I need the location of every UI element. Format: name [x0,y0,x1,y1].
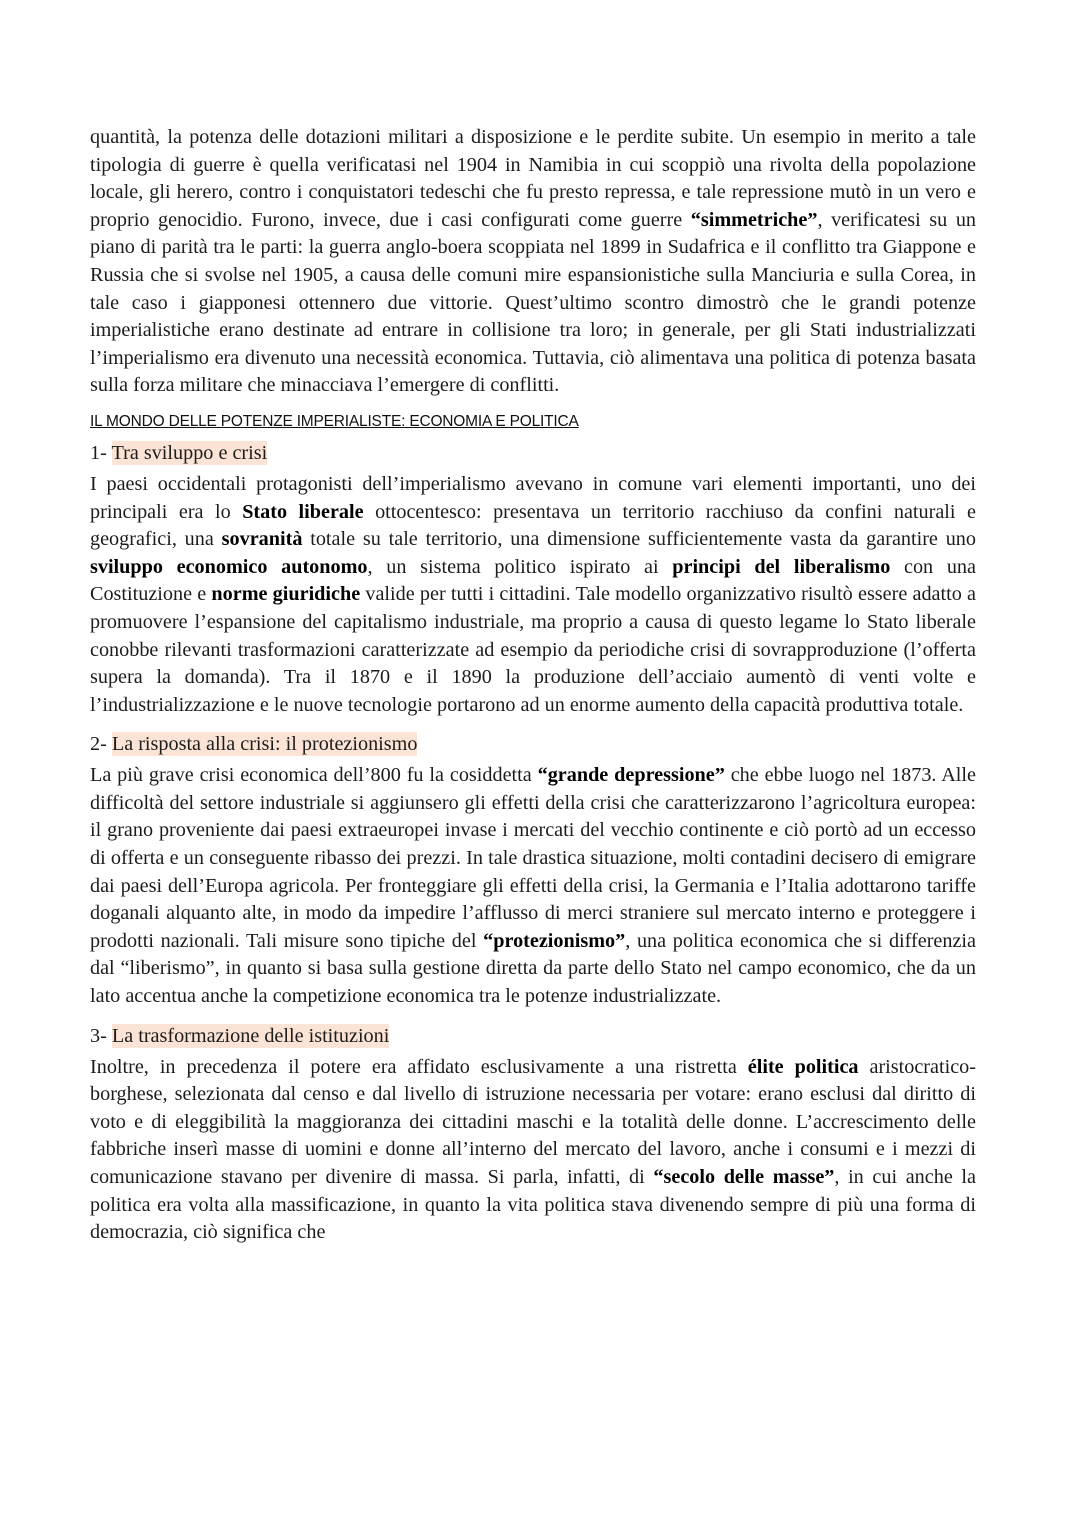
subheading-3 [90,1022,976,1050]
bold-term: norme giuridiche [211,583,361,606]
bold-term: “protezionismo” [483,929,626,952]
bold-term: élite politica [747,1055,859,1078]
subheading-title-highlighted: Tra sviluppo e crisi [111,441,268,464]
subheading-title-highlighted: La trasformazione delle istituzioni [111,1024,390,1047]
subheading-number: 1- [90,441,112,464]
subheading-number: 3- [90,1024,112,1047]
subheading-title-highlighted: La risposta alla crisi: il protezionismo [111,733,418,756]
bold-term: “secolo delle masse” [653,1166,835,1188]
subheading-number: 2- [90,733,112,756]
bold-term: Stato liberale [242,500,364,523]
paragraph-section-1: I paesi occidentali protagonisti dell’imperialismo avevano in comune vari elementi importanti, uno dei principali era lo Stato liberale ottocentesco: presentava un territorio racchiuso da confini naturali e geografici, una sovranità totale su tale territorio, una dimensione sufficientemente vasta da garantire uno sviluppo economico autonomo, un sistema politico ispirato ai principi del liberalismo con una Costituzione e norme giuridiche valide per tutti i cittadini. Tale modello organizzativo risultò essere adatto a promuovere l’espansione del capitalismo industriale, ma proprio a causa di questo legame lo Stato liberale conobbe rilevanti trasformazioni caratterizzate ad esempio da periodiche crisi di sovrapproduzione (l’offerta supera la domanda). Tra il 1870 e il 1890 la produzione dell’acciaio aumentò di venti volte e l’industrializzazione e le nuove tecnologie portarono ad un enorme aumento della capacità produttiva totale. [90,472,976,716]
subheading-2 [90,730,976,758]
subheading-1 [90,439,976,467]
bold-term: sviluppo economico autonomo [90,555,368,578]
section-title: IL MONDO DELLE POTENZE IMPERIALISTE: ECONOMIA E POLITICA [90,412,579,430]
bold-term: principi del liberalismo [672,555,891,578]
bold-term: “grande depressione” [537,764,725,787]
paragraph-section-2: La più grave crisi economica dell’800 fu la cosiddetta “grande depressione” che ebbe luogo nel 1873. Alle difficoltà del settore industriale si aggiunsero gli effetti della crisi che caratterizzarono l’agricoltura europea: il grano proveniente dai paesi extraeuropei invase i mercati del vecchio continente e ciò portò ad un eccesso di offerta e un conseguente ribasso dei prezzi. In tale drastica situazione, molti contadini decisero di emigrare dai paesi dell’Europa agricola. Per fronteggiare gli effetti della crisi, la Germania e l’Italia adottarono tariffe doganali alquanto alte, in modo da impedire l’afflusso di merci straniere sul mercato interno e proteggere i prodotti nazionali. Tali misure sono tipiche del “protezionismo”, una politica economica che si differenzia dal “liberismo”, in quanto si basa sulla gestione diretta da parte dello Stato nel campo economico, che da un lato accentua anche la competizione economica tra le potenze industrializzate. [90,764,977,1008]
intro-paragraph: quantità, la potenza delle dotazioni militari a disposizione e le perdite subite. Un esempio in merito a tale tipologia di guerre è quella verificatasi nel 1904 in Namibia in cui scoppiò una rivolta della popolazione locale, gli herero, contro i conquistatori tedeschi che fu presto repressa, e tale repressione mutò in un vero e proprio genocidio. Furono, invece, due i casi configurati come guerre “simmetriche”, verificatesi su un piano di parità tra le parti: la guerra anglo-boera scoppiata nel 1899 in Sudafrica e il conflitto tra Giappone e Russia che si svolse nel 1905, a causa delle comuni mire espansionistiche sulla Manciuria e sulla Corea, in tale caso i giapponesi ottennero due vittorie. Quest’ultimo scontro dimostrò che le grandi potenze imperialistiche erano destinate ad entrare in collisione tra loro; in generale, per gli Stati industrializzati l’imperialismo era divenuto una necessità economica. Tuttavia, ciò alimentava una politica di potenza basata sulla forza militare che minacciava l’emergere di conflitti. [90,126,977,397]
bold-term: “simmetriche” [690,208,818,231]
document-page [90,124,976,1258]
bold-term: sovranità [221,528,303,551]
paragraph-section-3: Inoltre, in precedenza il potere era affidato esclusivamente a una ristretta élite politica aristocratico-borghese, selezionata dal censo e dal livello di istruzione necessaria per votare: erano esclusi dal diritto di voto e di eleggibilità la maggioranza dei cittadini maschi e la totalità delle donne. L’accrescimento delle fabbriche inserì masse di uomini e donne all’interno del mercato del lavoro, anche i consumi e i mezzi di comunicazione stavano per divenire di massa. Si parla, infatti, di “secolo delle masse”, in cui anche la politica era volta alla massificazione, in quanto la vita politica stava divenendo sempre di più una forma di democrazia, ciò significa che [90,1055,976,1244]
